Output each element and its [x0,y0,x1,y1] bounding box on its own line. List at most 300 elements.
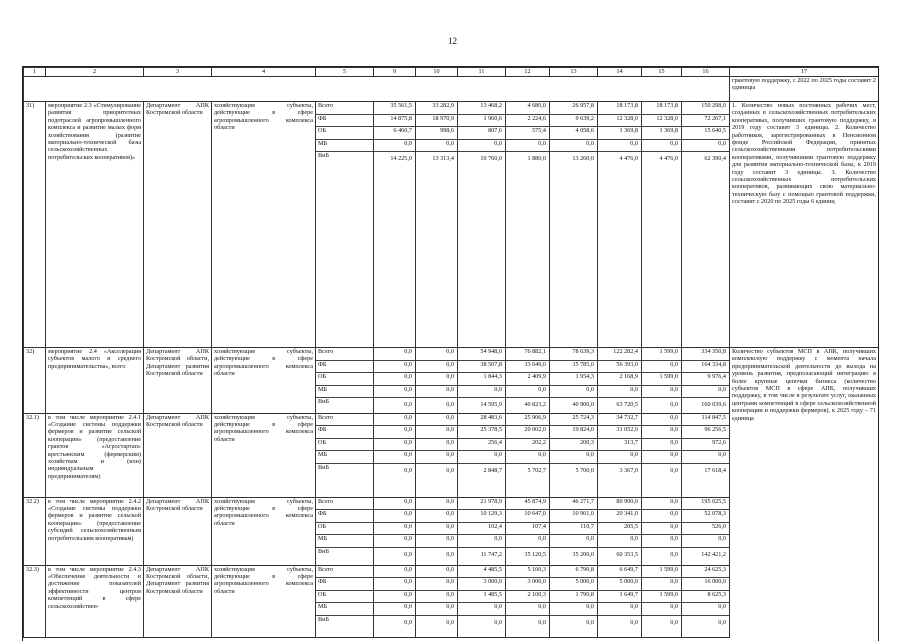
value: 25 378,5 [458,426,505,439]
value: 35 561,5 [374,102,415,115]
finance-source-label: Всего [316,498,373,511]
value: 0,0 [586,618,594,626]
value: 63 720,5 [616,401,638,408]
value: 6 649,7 [598,566,641,579]
value: 72 267,1 [682,115,729,128]
header-cell: 13 [550,68,598,77]
continuation-text: грантовую поддержку, с 2022 по 2025 годы составит 2 единицы [730,77,879,102]
value: 0,0 [416,498,457,511]
value: 11 747,2 [480,550,502,558]
value-cell [642,102,682,348]
value-cell [458,497,506,565]
value: 0,0 [404,550,412,558]
value: 40 900,0 [572,401,594,408]
value: 0,0 [374,386,415,399]
value: 0,0 [550,451,597,464]
value: 0,0 [642,510,681,523]
value: 26 957,8 [550,102,597,115]
value: 110,7 [550,523,597,536]
value: 28 483,6 [458,414,505,427]
value: 200,3 [550,439,597,452]
value: 19 824,0 [550,426,597,439]
value: 5 000,0 [598,578,641,591]
value: 2 848,7 [483,466,502,474]
measure-name: мероприятие 2.4 «Акселерация субъектов малого и среднего предпринимательства», всего [46,348,144,414]
value: 0,0 [642,603,681,616]
finance-source-label: ВнБ [318,398,329,405]
value: 1 599,0 [642,348,681,361]
value-cell [682,348,730,414]
finance-source-labels [316,348,374,414]
value-cell [550,497,598,565]
value: 0,0 [670,618,678,626]
value: 16 000,0 [682,578,729,591]
measure-name: в том числе мероприятие 2.4.1 «Создание системы поддержки фермеров и развитие сельской кооперации» (предоставление грантов «Агростартап» крестьянским (фермерским) хозяйствам и (или) индивидуальным предпринимателям) [46,413,144,497]
value-cell [416,497,458,565]
header-cell: 2 [46,68,144,77]
value-cell [506,102,550,348]
value: 1 954,3 [550,373,597,386]
value: 0,0 [458,140,505,153]
value: 2 168,9 [598,373,641,386]
value: 0,0 [404,466,412,474]
value: 52 078,3 [682,510,729,523]
value: 15 640,5 [682,127,729,140]
value: 0,0 [416,523,457,536]
header-cell: 5 [316,68,374,77]
value: 0,0 [598,603,641,616]
value: 2 224,6 [506,115,549,128]
value: 4 058,6 [550,127,597,140]
value: 3 000,0 [506,578,549,591]
value: 38 507,8 [458,361,505,374]
value: 0,0 [446,618,454,626]
value: 0,0 [416,510,457,523]
value: 13 468,2 [458,102,505,115]
finance-source-label: Всего [316,414,373,427]
finance-source-label: ВнБ [318,463,329,471]
row-number: 31) [24,102,46,348]
executor: Департамент АПК Костромской области, Департамент развития Костромской области [144,348,212,414]
participants: хозяйствующие субъекты, действующие в сфере агропромышленного комплекса области [212,348,316,414]
value: 4 476,0 [659,155,678,162]
value: 0,0 [374,140,415,153]
value: 0,0 [642,451,681,464]
value: 0,0 [416,535,457,548]
value: 0,0 [416,361,457,374]
value: 0,0 [642,498,681,511]
value-cell [550,348,598,414]
value: 14 875,8 [374,115,415,128]
finance-source-label: МБ [316,386,373,399]
value: 31 052,0 [598,426,641,439]
value: 0,0 [374,373,415,386]
value: 0,0 [374,578,415,591]
value: 20 002,0 [506,426,549,439]
value: 150 298,0 [682,102,729,115]
finance-source-label: Всего [316,566,373,579]
participants: хозяйствующие субъекты, действующие в сфере агропромышленного комплекса области [212,497,316,565]
value: 4 680,0 [506,102,549,115]
finance-source-label: МБ [316,603,373,616]
value: 1 599,0 [642,373,681,386]
value: 5 000,0 [550,578,597,591]
value: 0,0 [416,566,457,579]
value: 2 100,3 [506,591,549,604]
value: 142 421,2 [701,550,726,558]
value: 4 476,0 [619,155,638,162]
value: 5 700,0 [575,466,594,474]
value: 0,0 [404,401,412,408]
value: 107,4 [506,523,549,536]
value: 0,0 [642,426,681,439]
value: 0,0 [642,523,681,536]
value: 160 039,6 [701,401,726,408]
value: 62 390,4 [704,155,726,162]
value: 0,0 [416,373,457,386]
value-cell [598,565,642,637]
value: 18 173,8 [642,102,681,115]
value: 0,0 [538,618,546,626]
value-cell [458,413,506,497]
value: 3 367,0 [619,466,638,474]
value: 0,0 [374,535,415,548]
value: 10 961,0 [550,510,597,523]
table-row [24,102,879,348]
value: 334 350,8 [682,348,729,361]
value: 0,0 [642,535,681,548]
value: 807,6 [458,127,505,140]
value: 0,0 [506,451,549,464]
value: 20 341,0 [598,510,641,523]
value-cell [374,102,416,348]
value: 0,0 [670,466,678,474]
value: 1 880,0 [527,155,546,162]
value: 0,0 [458,451,505,464]
value-cell [416,413,458,497]
header-cell: 15 [642,68,682,77]
value-cell [506,413,550,497]
value: 40 823,2 [524,401,546,408]
value: 80 900,0 [598,498,641,511]
value: 0,0 [506,140,549,153]
value: 0,0 [458,535,505,548]
finance-source-labels [316,497,374,565]
value-cell [598,497,642,565]
value: 0,0 [374,523,415,536]
value: 0,0 [374,498,415,511]
value: 0,0 [642,439,681,452]
participants: хозяйствующие субъекты, действующие в сфере агропромышленного комплекса области [212,413,316,497]
value-cell [506,497,550,565]
value: 1 599,0 [642,591,681,604]
value: 0,0 [416,451,457,464]
value-cell [374,413,416,497]
value: 0,0 [506,535,549,548]
value-cell [682,497,730,565]
value: 0,0 [718,618,726,626]
value: 17 618,4 [704,466,726,474]
value: 998,6 [416,127,457,140]
value: 195 025,5 [682,498,729,511]
value: 1 844,3 [458,373,505,386]
value-cell [598,102,642,348]
header-cell: 12 [506,68,550,77]
header-cell: 14 [598,68,642,77]
value-cell [458,102,506,348]
value: 0,0 [550,535,597,548]
value: 0,0 [682,535,729,548]
row-number: 32.2) [24,497,46,565]
value: 0,0 [374,566,415,579]
value: 1 369,8 [598,127,641,140]
finance-source-label: ВнБ [318,547,329,555]
value: 0,0 [416,386,457,399]
value: 34 732,7 [598,414,641,427]
value: 0,0 [642,361,681,374]
value: 18 173,8 [598,102,641,115]
value: 256,4 [458,439,505,452]
value-cell [458,348,506,414]
header-cell: 1 [24,68,46,77]
value: 0,0 [642,414,681,427]
measure-name: в том числе мероприятие 2.4.3 «Обеспечение деятельности и достижение показателей эффективности центров компетенций в сфере сельскохозяйствен- [46,565,144,637]
value: 0,0 [550,603,597,616]
value: 0,0 [506,386,549,399]
value: 33 282,9 [416,102,457,115]
value: 0,0 [416,578,457,591]
value: 5 702,7 [527,466,546,474]
value: 25 724,3 [550,414,597,427]
finance-source-label: ОБ [316,523,373,536]
measure-name: в том числе мероприятие 2.4.2 «Создание системы поддержки фермеров и развитие сельской кооперации» (предоставление субсидий сельскохозяйственным потребительским кооперативам) [46,497,144,565]
finance-source-label: МБ [316,140,373,153]
value: 0,0 [416,426,457,439]
value: 0,0 [374,603,415,616]
header-cell: 3 [144,68,212,77]
value: 0,0 [374,414,415,427]
finance-source-label: ФБ [316,115,373,128]
value-cell [416,565,458,637]
value: 0,0 [682,451,729,464]
value: 102,4 [458,523,505,536]
value: 8 625,3 [682,591,729,604]
value: 35 785,0 [550,361,597,374]
value: 0,0 [550,386,597,399]
value-cell [550,102,598,348]
value: 0,0 [550,140,597,153]
executor: Департамент АПК Костромской области [144,497,212,565]
value-cell [550,565,598,637]
finance-source-label: ВнБ [318,152,329,159]
finance-source-label: ОБ [316,439,373,452]
value-cell [550,413,598,497]
value: 164 334,8 [682,361,729,374]
value-cell [642,497,682,565]
value: 0,0 [642,578,681,591]
finance-source-label: ФБ [316,426,373,439]
finance-source-label: ОБ [316,373,373,386]
value: 0,0 [682,603,729,616]
value: 0,0 [374,348,415,361]
value: 25 906,9 [506,414,549,427]
header-cell: 9 [374,68,416,77]
page-number: 12 [448,36,457,46]
finance-source-label: ОБ [316,127,373,140]
value-cell [682,102,730,348]
budget-table [23,67,879,638]
finance-source-label: МБ [316,535,373,548]
value: 0,0 [682,386,729,399]
measure-name: мероприятие 2.3 «Стимулирование развития приоритетных подотраслей агропромышленного комплекса и развитие малых форм хозяйствования (развитие материально-технической базы сельскохозяйственных потребительских кооперативов)» [46,102,144,348]
value: 0,0 [374,361,415,374]
value-cell [682,413,730,497]
budget-table-container [22,66,879,641]
value: 35 200,0 [572,550,594,558]
value: 24 625,3 [682,566,729,579]
value: 35 120,5 [524,550,546,558]
result-text: 1. Количество новых постоянных рабочих мест, созданных в сельскохозяйственных потребительских кооперативах, получивших грантовую поддержку, в 2019 году составит 3 единицы. 2. Количество работников, зарегистрированных в Пенсионном фонде Российской Федерации, принятых сельскохозяйственными потребительскими кооперативами, получившими грантовую поддержку для развития материально-технической базы, к 2019 году составит 3 единицы. 3. Количество сельскохозяйственных потребительских кооперативов, развивающих свою материально-техническую базу с помощью грантовой поддержки, составит с 2020 по 2025 годы 6 единиц [730,102,879,348]
value: 122 282,4 [598,348,641,361]
value: 0,0 [416,439,457,452]
value: 114 847,5 [682,414,729,427]
value-cell [682,565,730,637]
value-cell [598,413,642,497]
value: 10 760,0 [480,155,502,162]
row-number: 32.1) [24,413,46,497]
value: 0,0 [416,348,457,361]
value-cell [506,348,550,414]
value: 9 639,2 [550,115,597,128]
value: 0,0 [374,451,415,464]
value: 0,0 [670,550,678,558]
value-cell [416,102,458,348]
value: 12 328,0 [598,115,641,128]
value: 14 225,0 [390,155,412,162]
value: 13 260,0 [572,155,594,162]
value: 18 970,9 [416,115,457,128]
value: 1 960,6 [458,115,505,128]
value: 0,0 [416,603,457,616]
value-cell [506,565,550,637]
value: 0,0 [374,426,415,439]
value: 54 948,0 [458,348,505,361]
value: 0,0 [446,466,454,474]
value: 0,0 [458,386,505,399]
value: 526,0 [682,523,729,536]
value-cell [642,348,682,414]
value: 575,4 [506,127,549,140]
value: 0,0 [374,439,415,452]
executor: Департамент АПК Костромской области [144,413,212,497]
value: 13 313,4 [432,155,454,162]
value: 5 100,3 [506,566,549,579]
value: 12 328,0 [642,115,681,128]
value: 10 129,3 [458,510,505,523]
value: 14 595,9 [480,401,502,408]
value: 10 647,0 [506,510,549,523]
result-text: Количество субъектов МСП в АПК, получивших комплексную поддержку с момента начала предпринимательской деятельности до выхода на уровень развития, предполагающий интеграцию в более крупные цепочки бизнеса (количество субъектов МСП в сфере АПК, получивших поддержку, в том числе в результате услуг, оказанных центрами компетенций в сфере сельскохозяйственной кооперации и поддержки фермеров), к 2025 году – 71 единица [730,348,879,638]
header-row [24,68,879,77]
value: 6 790,8 [550,566,597,579]
value-cell [642,565,682,637]
value: 56 393,0 [598,361,641,374]
table-row [24,348,879,414]
value: 33 649,0 [506,361,549,374]
row-number: 32.3) [24,565,46,637]
value: 0,0 [494,618,502,626]
header-cell: 16 [682,68,730,77]
value-cell [416,348,458,414]
value: 46 271,7 [550,498,597,511]
finance-source-label: ФБ [316,361,373,374]
finance-source-label: Всего [316,102,373,115]
finance-source-label: ФБ [316,578,373,591]
value: 0,0 [598,535,641,548]
value-cell [374,565,416,637]
value: 21 978,9 [458,498,505,511]
value: 0,0 [598,451,641,464]
value: 0,0 [374,510,415,523]
value: 1 485,5 [458,591,505,604]
value: 0,0 [458,603,505,616]
value: 1 599,0 [642,566,681,579]
finance-source-label: Всего [316,348,373,361]
value-cell [374,348,416,414]
header-cell: 4 [212,68,316,77]
value: 202,2 [506,439,549,452]
value: 60 353,5 [616,550,638,558]
value: 0,0 [374,591,415,604]
value: 0,0 [642,140,681,153]
finance-source-labels [316,413,374,497]
finance-source-label: МБ [316,451,373,464]
value: 0,0 [682,140,729,153]
value: 972,6 [682,439,729,452]
value: 0,0 [598,386,641,399]
value: 313,7 [598,439,641,452]
value: 0,0 [404,618,412,626]
value: 0,0 [642,386,681,399]
value: 4 485,5 [458,566,505,579]
value: 1 369,8 [642,127,681,140]
continuation-row [24,77,879,102]
value: 0,0 [416,414,457,427]
value: 45 874,9 [506,498,549,511]
value-cell [458,565,506,637]
header-cell: 11 [458,68,506,77]
value: 6 460,7 [374,127,415,140]
value: 0,0 [416,140,457,153]
value: 0,0 [630,618,638,626]
finance-source-label: ВнБ [318,615,329,623]
finance-source-label: ФБ [316,510,373,523]
row-number: 32) [24,348,46,414]
executor: Департамент АПК Костромской области [144,102,212,348]
value: 0,0 [416,591,457,604]
value: 76 882,1 [506,348,549,361]
value: 1 790,8 [550,591,597,604]
finance-source-labels [316,565,374,637]
header-cell: 10 [416,68,458,77]
header-cell: 17 [730,68,879,77]
value-cell [642,413,682,497]
participants: хозяйствующие субъекты, действующие в сфере агропромышленного комплекса области [212,565,316,637]
value: 205,5 [598,523,641,536]
value: 78 639,3 [550,348,597,361]
value-cell [374,497,416,565]
value: 1 649,7 [598,591,641,604]
